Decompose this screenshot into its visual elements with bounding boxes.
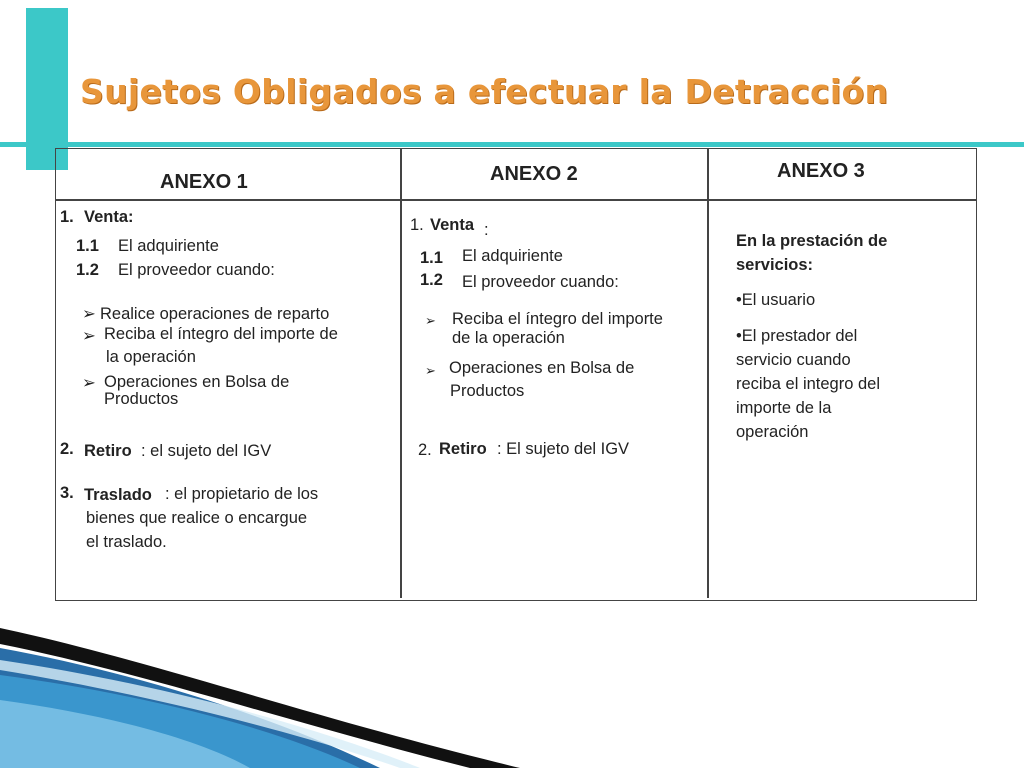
retiro-text: : el sujeto del IGV [141, 442, 272, 460]
traslado-text: : el propietario de los [165, 485, 319, 503]
retiro-label: Retiro [84, 442, 132, 460]
bullet-arrow-icon: ➢ [82, 374, 96, 392]
bullet-text: Operaciones en Bolsa de [104, 373, 290, 391]
column-divider-1 [400, 148, 402, 598]
accent-line [0, 142, 1024, 147]
header-divider [55, 199, 977, 201]
traslado-number: 3. [60, 484, 74, 502]
item-1-2-number: 1.2 [420, 271, 443, 289]
venta-label: Venta [430, 216, 475, 234]
bullet-arrow-icon: ➢ [82, 305, 96, 323]
bullet-text: Realice operaciones de reparto [100, 305, 330, 323]
list-item: •El prestador del [736, 327, 858, 345]
bullet-text-continued: Productos [450, 382, 525, 400]
retiro-label: Retiro [439, 440, 487, 458]
item-1-2-text: El proveedor cuando: [462, 273, 619, 291]
bullet-arrow-icon: ➢ [425, 313, 436, 328]
traslado-label: Traslado [84, 486, 152, 504]
item-1-1-number: 1.1 [420, 249, 443, 267]
bullet-text-continued: la operación [106, 348, 196, 366]
retiro-text: : El sujeto del IGV [497, 440, 630, 458]
list-item: •El usuario [736, 291, 816, 309]
item-1-2-number: 1.2 [76, 261, 99, 279]
decorative-wave [0, 600, 1024, 768]
intro-text-continued: servicios: [736, 256, 814, 274]
traslado-text-continued: el traslado. [86, 533, 167, 551]
list-item-continued: servicio cuando [736, 351, 851, 369]
header-anexo-3: ANEXO 3 [777, 160, 865, 182]
bullet-text: Reciba el íntegro del importe [452, 310, 663, 328]
list-item-continued: importe de la [736, 399, 832, 417]
list-item-continued: reciba el integro del [736, 375, 881, 393]
header-anexo-1: ANEXO 1 [160, 171, 248, 193]
bullet-arrow-icon: ➢ [425, 363, 436, 378]
bullet-text-continued: Productos [104, 390, 179, 408]
item-1-2-text: El proveedor cuando: [118, 261, 275, 279]
bullet-text: Reciba el íntegro del importe de [104, 325, 338, 343]
column-divider-2 [707, 148, 709, 598]
item-1-1-text: El adquiriente [118, 237, 219, 255]
retiro-number: 2. [418, 441, 432, 459]
bullet-arrow-icon: ➢ [82, 327, 96, 345]
retiro-number: 2. [60, 440, 74, 458]
venta-label: Venta: [84, 208, 134, 226]
slide-title: Sujetos Obligados a efectuar la Detracción [80, 72, 889, 111]
bullet-text: Operaciones en Bolsa de [449, 359, 635, 377]
venta-number: 1. [60, 208, 74, 226]
item-1-1-text: El adquiriente [462, 247, 563, 265]
traslado-text-continued: bienes que realice o encargue [86, 509, 308, 527]
bullet-text-continued: de la operación [452, 329, 565, 347]
intro-text: En la prestación de [736, 232, 888, 250]
header-anexo-2: ANEXO 2 [490, 163, 578, 185]
venta-suffix: : [484, 221, 489, 239]
venta-number: 1. [410, 216, 424, 234]
list-item-continued: operación [736, 423, 809, 441]
item-1-1-number: 1.1 [76, 237, 99, 255]
